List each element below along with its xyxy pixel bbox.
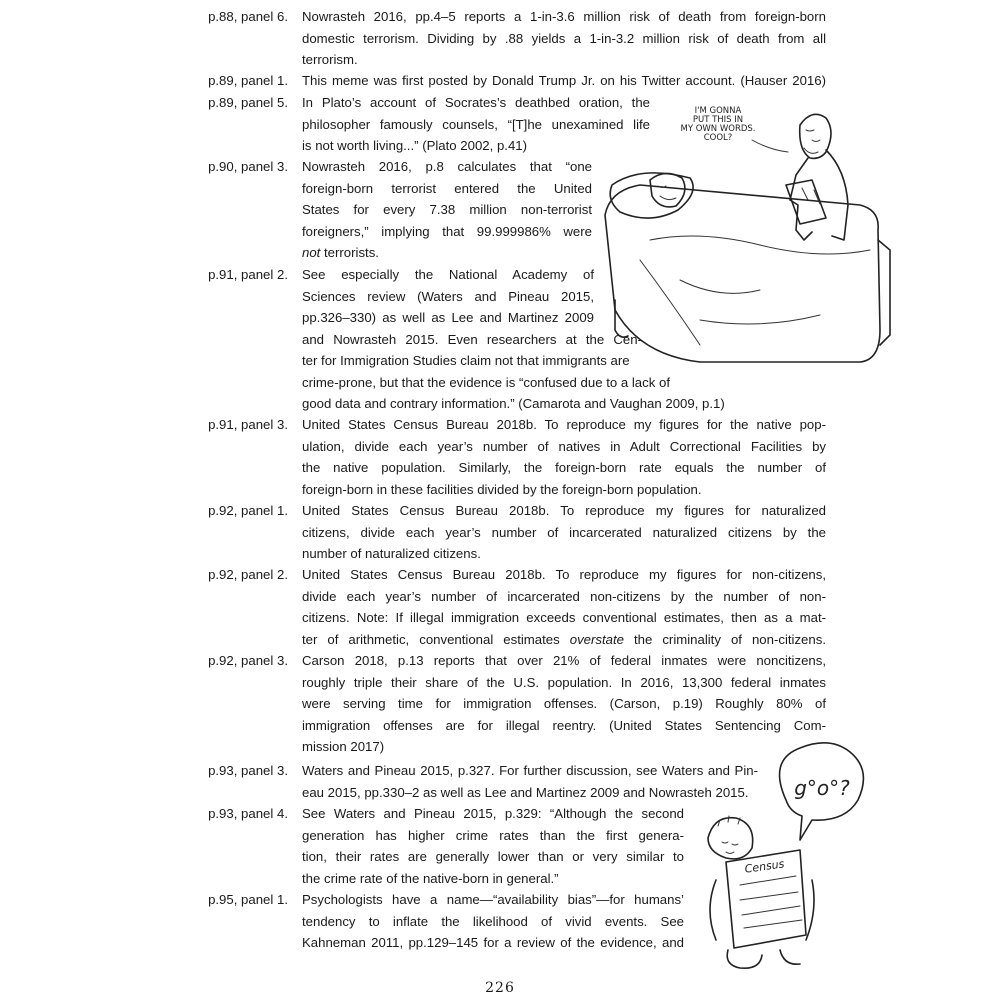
newspaper-title: Census (743, 857, 786, 876)
endnote-line: United States Census Bureau 2018b. To reproduce my figures for naturalized (302, 503, 826, 518)
endnote (0, 564, 1000, 650)
endnote-line: good data and contrary information.” (Camarota and Vaughan 2009, p.1) (302, 396, 725, 411)
endnote (0, 70, 1000, 92)
endnote-reference: p.89, panel 5. (208, 95, 288, 110)
endnote-line: ulation, divide each year’s number of natives in Adult Correctional Facilities by (302, 438, 826, 454)
endnote-line: United States Census Bureau 2018b. To reproduce my figures for non-citizens, (302, 567, 826, 582)
endnote (0, 803, 1000, 889)
endnote (0, 500, 1000, 565)
endnote-line: Nowrasteh 2016, pp.4–5 reports a 1-in-3.6 million risk of death from foreign-born (302, 9, 826, 24)
endnote-line: were serving time for immigration offenses. (Carson, p.19) Roughly 80% of (302, 696, 826, 711)
endnote (0, 760, 1000, 803)
endnote-line: tion, their rates are generally lower than or very similar to (302, 849, 684, 864)
reader-speech-text: g°o°? (794, 776, 850, 800)
socrates-speech-line: MY OWN WORDS. (680, 124, 756, 134)
endnote-line: eau 2015, pp.330–2 as well as Lee and Martinez 2009 and Nowrasteh 2015. (302, 784, 749, 800)
endnote-line: Waters and Pineau 2015, p.327. For further discussion, see Waters and Pin- (302, 763, 758, 778)
endnote-line: foreign-born in these facilities divided by the foreign-born population. (302, 481, 702, 497)
endnote-reference: p.91, panel 2. (208, 267, 288, 282)
endnote-line: philosopher famously counsels, “[T]he unexamined life (302, 116, 650, 132)
endnote-line: Kahneman 2011, pp.129–145 for a review of the evidence, and (302, 935, 684, 950)
page-number: 226 (485, 980, 515, 996)
endnote-line: the crime rate of the native-born in general.” (302, 870, 559, 886)
endnote-line: In Plato’s account of Socrates’s deathbed oration, the (302, 95, 650, 110)
endnote-line: citizens. Note: If illegal immigration exceeds conventional estimates, then as a mat- (302, 610, 826, 625)
endnote (0, 92, 1000, 157)
endnote-line: foreigners,” implying that 99.999986% were (302, 223, 592, 239)
endnote-line: States for every 7.38 million non-terrorist (302, 202, 592, 217)
endnote-line: domestic terrorism. Dividing by .88 yields a 1-in-3.2 million risk of death from all (302, 30, 826, 46)
endnote-line: See especially the National Academy of (302, 267, 594, 282)
endnote-line: pp.326–330) as well as Lee and Martinez 2009 (302, 310, 594, 325)
endnote-line: generation has higher crime rates than the first genera- (302, 827, 684, 843)
endnote (0, 156, 1000, 264)
endnote-line: divide each year’s number of incarcerated non-citizens by the number of non- (302, 588, 826, 604)
endnote-line: crime-prone, but that the evidence is “confused due to a lack of (302, 374, 670, 390)
endnote-reference: p.91, panel 3. (208, 417, 288, 432)
endnote (0, 264, 1000, 415)
endnote-line: ter of arithmetic, conventional estimates overstate the criminality of non-citizens. (302, 631, 826, 647)
endnote-line: Psychologists have a name—“availability bias”—for humans’ (302, 892, 684, 907)
endnote-line: See Waters and Pineau 2015, p.329: “Although the second (302, 806, 684, 821)
endnote-line: Carson 2018, p.13 reports that over 21% of federal inmates were noncitizens, (302, 653, 826, 668)
endnote-line: ter for Immigration Studies claim not that immigrants are (302, 353, 630, 368)
endnote-reference: p.92, panel 1. (208, 503, 288, 518)
endnote-reference: p.90, panel 3. (208, 159, 288, 174)
endnote-line: United States Census Bureau 2018b. To reproduce my figures for the native pop- (302, 417, 826, 432)
endnote-reference: p.92, panel 3. (208, 653, 288, 668)
endnote-line: number of naturalized citizens. (302, 546, 481, 561)
endnote-line: roughly triple their share of the U.S. population. In 2016, 13,300 federal inmates (302, 674, 826, 690)
endnote-reference: p.95, panel 1. (208, 892, 288, 907)
endnote-reference: p.92, panel 2. (208, 567, 288, 582)
endnote-line: This meme was first posted by Donald Trump Jr. on his Twitter account. (Hauser 2016) (302, 73, 826, 88)
endnote-line: and Nowrasteh 2015. Even researchers at the Cen- (302, 331, 642, 347)
endnote (0, 889, 1000, 954)
endnote-line: tendency to inflate the likelihood of vivid events. See (302, 913, 684, 929)
endnote-reference: p.89, panel 1. (208, 73, 288, 88)
endnote-line: Sciences review (Waters and Pineau 2015, (302, 288, 594, 304)
endnote-reference: p.93, panel 4. (208, 806, 288, 821)
endnote-line: citizens, divide each year’s number of incarcerated naturalized citizens by the (302, 524, 826, 540)
endnote-line: the native population. Similarly, the foreign-born rate equals the number of (302, 460, 826, 475)
endnote-line: terrorism. (302, 52, 358, 67)
endnote-reference: p.88, panel 6. (208, 9, 288, 24)
endnote-line: Nowrasteh 2016, p.8 calculates that “one (302, 159, 592, 174)
endnote (0, 414, 1000, 500)
socrates-speech-line: I'M GONNA (694, 106, 742, 116)
endnote-line: is not worth living...” (Plato 2002, p.41) (302, 138, 528, 153)
endnote-reference: p.93, panel 3. (208, 763, 288, 778)
socrates-speech-line: COOL? (703, 133, 733, 143)
endnote-line: foreign-born terrorist entered the United (302, 180, 592, 196)
socrates-speech-line: PUT THIS IN (692, 115, 744, 125)
endnote (0, 650, 1000, 758)
endnote-line: not terrorists. (302, 245, 379, 260)
endnote-line: mission 2017) (302, 739, 385, 754)
endnote (0, 6, 1000, 71)
endnote-line: immigration offenses are for illegal reentry. (United States Sentencing Com- (302, 717, 826, 733)
